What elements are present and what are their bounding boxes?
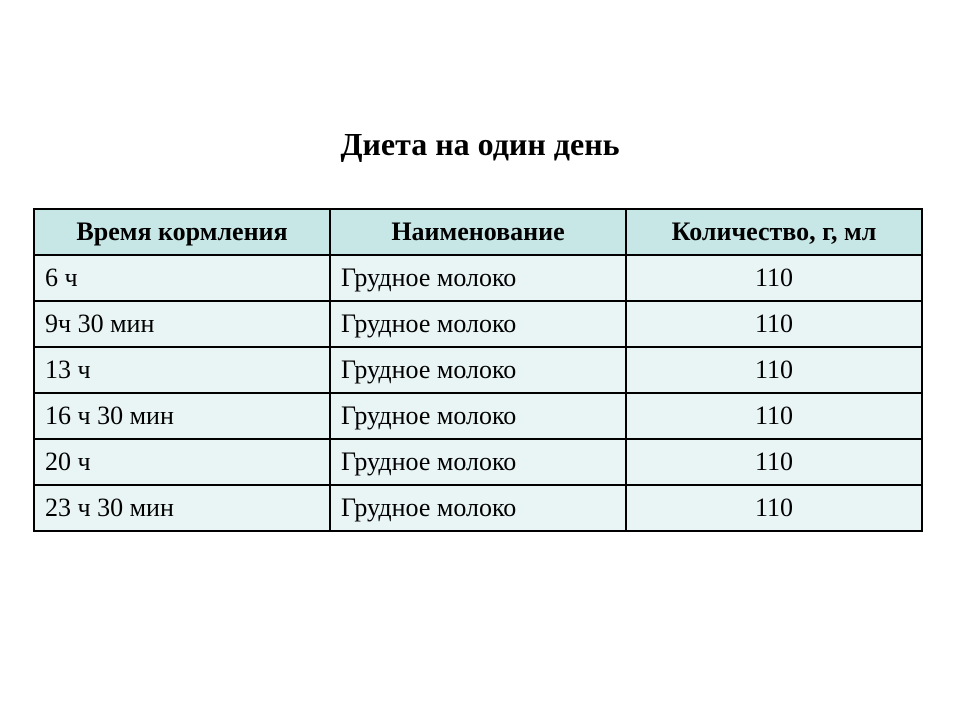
- food-name-cell: Грудное молоко: [330, 439, 626, 485]
- feeding-time-cell: 13 ч: [34, 347, 330, 393]
- column-header-amount: Количество, г, мл: [626, 209, 922, 255]
- food-name-cell: Грудное молоко: [330, 301, 626, 347]
- diet-table: [33, 208, 923, 532]
- feeding-time-cell: 9ч 30 мин: [34, 301, 330, 347]
- feeding-time-cell: 23 ч 30 мин: [34, 485, 330, 531]
- column-header-name: Наименование: [330, 209, 626, 255]
- table-row: [34, 301, 922, 347]
- amount-cell: 110: [626, 393, 922, 439]
- table-header-row: [34, 209, 922, 255]
- feeding-time-cell: 20 ч: [34, 439, 330, 485]
- feeding-time-cell: 6 ч: [34, 255, 330, 301]
- amount-cell: 110: [626, 255, 922, 301]
- food-name-cell: Грудное молоко: [330, 393, 626, 439]
- amount-cell: 110: [626, 439, 922, 485]
- amount-cell: 110: [626, 347, 922, 393]
- page-title: Диета на один день: [340, 126, 620, 162]
- food-name-cell: Грудное молоко: [330, 347, 626, 393]
- amount-cell: 110: [626, 301, 922, 347]
- feeding-time-cell: 16 ч 30 мин: [34, 393, 330, 439]
- amount-cell: 110: [626, 485, 922, 531]
- food-name-cell: Грудное молоко: [330, 485, 626, 531]
- table-row: [34, 255, 922, 301]
- column-header-feeding-time: Время кормления: [34, 209, 330, 255]
- table-row: [34, 485, 922, 531]
- table-row: [34, 393, 922, 439]
- table-row: [34, 439, 922, 485]
- table-row: [34, 347, 922, 393]
- food-name-cell: Грудное молоко: [330, 255, 626, 301]
